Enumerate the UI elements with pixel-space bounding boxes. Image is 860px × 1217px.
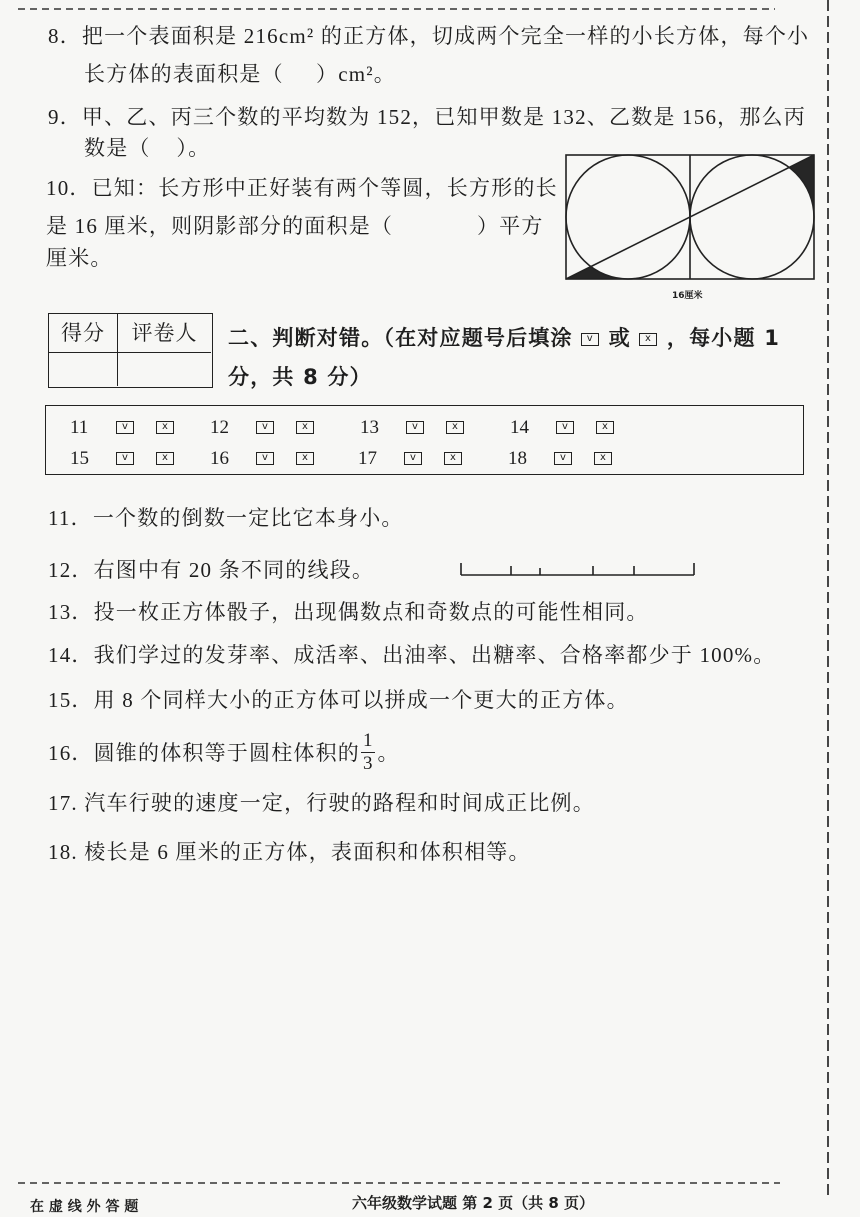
heading-connector: 或 (608, 326, 631, 350)
false-bubble[interactable]: x (296, 421, 314, 434)
false-bubble[interactable]: x (296, 452, 314, 465)
question-text: 把一个表面积是 216cm² 的正方体，切成两个完全一样的小长方体，每个小 (81, 24, 810, 48)
question-text: 右图中有 20 条不同的线段。 (93, 558, 375, 582)
question-text: 甲、乙、丙三个数的平均数为 152，已知甲数是 132、乙数是 156，那么丙 (81, 105, 806, 129)
question-text-continued: 长方体的表面积是（ ）cm²。 (84, 62, 397, 86)
true-bubble[interactable]: v (556, 421, 574, 434)
answer-item-number: 18 (508, 448, 527, 469)
question-text-end: 。 (377, 741, 400, 765)
answer-item-17 (358, 447, 488, 471)
answer-item-18 (508, 447, 638, 471)
question-number: 18. (48, 840, 78, 864)
true-mark-box: v (581, 333, 599, 346)
question-text: 棱长是 6 厘米的正方体，表面积和体积相等。 (77, 840, 531, 864)
answer-item-number: 12 (210, 417, 229, 438)
answer-item-number: 11 (70, 417, 89, 438)
true-bubble[interactable]: v (116, 421, 134, 434)
false-bubble[interactable]: x (156, 421, 174, 434)
answer-item-12 (210, 416, 340, 440)
question-text: 我们学过的发芽率、成活率、出油率、出糖率、合格率都少于 100%。 (93, 643, 776, 667)
answer-item-14 (510, 416, 640, 440)
q10-figure-length-label: 16厘米 (672, 291, 703, 301)
score-header: 得分 (49, 314, 118, 353)
judge-q17 (48, 789, 595, 817)
judge-q16 (48, 726, 400, 778)
judge-q13 (48, 598, 649, 626)
question-number: 12． (48, 558, 94, 582)
false-bubble[interactable]: x (444, 452, 462, 465)
true-bubble[interactable]: v (406, 421, 424, 434)
question-number: 10． (46, 176, 92, 200)
question-number: 15． (48, 688, 94, 712)
true-bubble[interactable]: v (116, 452, 134, 465)
question-text-continued: 厘米。 (46, 246, 113, 270)
score-table (48, 313, 213, 388)
question-number: 11． (48, 506, 93, 530)
judge-q14 (48, 641, 775, 669)
grader-cell (118, 353, 211, 386)
answer-item-number: 14 (510, 417, 529, 438)
fraction-one-third (361, 730, 375, 775)
answer-item-number: 13 (360, 417, 379, 438)
answer-item-number: 16 (210, 448, 229, 469)
section-two-heading-line-2 (228, 363, 372, 391)
right-circle (690, 155, 814, 279)
judge-q18 (48, 838, 531, 866)
answer-item-11 (70, 416, 200, 440)
false-bubble[interactable]: x (156, 452, 174, 465)
heading-text: 二、判断对错。（在对应题号后填涂 (228, 326, 573, 350)
judge-q11 (48, 504, 404, 532)
true-bubble[interactable]: v (554, 452, 572, 465)
question-number: 17. (48, 791, 78, 815)
q10-line-2 (46, 212, 544, 240)
question-text: 已知：长方形中正好装有两个等圆，长方形的长 (91, 176, 558, 200)
heading-text-continued: 分，共 8 分） (228, 365, 372, 389)
question-text: 圆锥的体积等于圆柱体积的 (93, 741, 361, 765)
true-bubble[interactable]: v (256, 452, 274, 465)
question-number: 14． (48, 643, 94, 667)
q10-line-3 (46, 244, 113, 272)
question-text: 用 8 个同样大小的正方体可以拼成一个更大的正方体。 (93, 688, 629, 712)
question-number: 16． (48, 741, 94, 765)
left-circle (566, 155, 690, 279)
question-text: 投一枚正方体骰子，出现偶数点和奇数点的可能性相同。 (93, 600, 649, 624)
question-number: 13． (48, 600, 94, 624)
true-bubble[interactable]: v (404, 452, 422, 465)
shaded-region-bottom-left (566, 267, 628, 279)
q9-line-2 (84, 134, 210, 162)
q10-line-1 (46, 174, 558, 202)
q8-line-2 (84, 60, 396, 88)
question-text-continued: 数是（ ）。 (84, 136, 211, 160)
fraction-numerator: 1 (363, 729, 373, 751)
score-cell (49, 353, 118, 386)
answer-item-15 (70, 447, 200, 471)
judge-q12 (48, 556, 374, 584)
q9-line-1 (48, 103, 806, 131)
false-bubble[interactable]: x (596, 421, 614, 434)
answer-item-number: 17 (358, 448, 377, 469)
fraction-denominator: 3 (363, 752, 373, 774)
question-text: 一个数的倒数一定比它本身小。 (92, 506, 404, 530)
answer-item-number: 15 (70, 448, 89, 469)
question-number: 8． (48, 24, 82, 48)
question-text: 汽车行驶的速度一定，行驶的路程和时间成正比例。 (77, 791, 595, 815)
q8-line-1 (48, 22, 809, 50)
grader-header: 评卷人 (118, 314, 211, 353)
shaded-region-top-right (789, 155, 814, 217)
answer-item-13 (360, 416, 490, 440)
question-text-continued: 是 16 厘米，则阴影部分的面积是（ ）平方 (46, 214, 544, 238)
false-mark-box: x (639, 333, 657, 346)
q10-rectangle-two-circles-figure (564, 153, 816, 281)
q12-line-segment-figure (458, 559, 698, 579)
judge-q15 (48, 686, 629, 714)
false-bubble[interactable]: x (446, 421, 464, 434)
heading-text-end: ，每小题 1 (666, 326, 781, 350)
answer-item-16 (210, 447, 340, 471)
margin-notice: 在 虚 线 外 答 题 (30, 1199, 139, 1215)
true-bubble[interactable]: v (256, 421, 274, 434)
page-footer: 六年级数学试题 第 2 页（共 8 页） (352, 1194, 594, 1212)
question-number: 9． (48, 105, 82, 129)
false-bubble[interactable]: x (594, 452, 612, 465)
section-two-heading (228, 324, 780, 352)
